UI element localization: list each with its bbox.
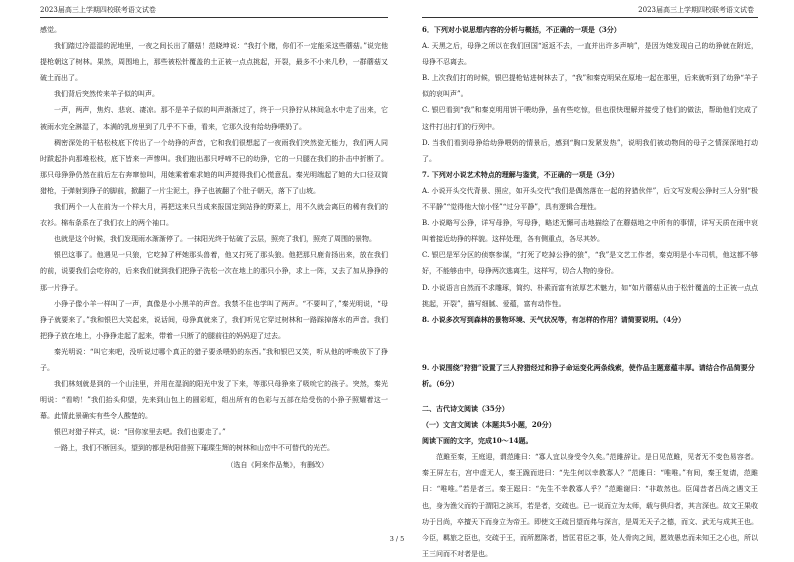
story-paragraph: 也就是这个时候，我们发现雨水渐渐停了。一抹阳光终于钻破了云层，照亮了我们，照亮了周围的景物。 [54, 235, 376, 244]
story-paragraph: 秦光明说：“叫它来吧，没听说过哪个真正的猎子要杀喂奶的东西。”我和银巴又笑，听从他的呼唤放下了狰子。 [40, 347, 388, 372]
section-2-title: 二、古代诗文阅读（35分） [422, 403, 509, 413]
story-paragraph: 我们林刻就是到的一个山洼里，并用在湿润的阳光中发了下来，等那只母狰来了吸吮它的孩子。突然，秦光明说：“看哟！”我们抬头仰望，先来到山包上的圆彩虹，组出所有的色彩与五部在给受伤的小狰子照耀着这一幕。此情此景确实有些令人酸楚的。 [40, 380, 388, 421]
story-paragraph: 一路上，我们不断回头，望到的都是秋阳普照下璀璨生辉的树林和山峦中不可替代的光芒。 [54, 444, 334, 453]
page-number: 3 / 5 [389, 535, 405, 543]
header-left-title: 2023届高三上学期四校联考语文试卷 [40, 6, 156, 14]
right-column [422, 22, 758, 562]
header-rule-left [40, 17, 388, 18]
source-citation: （选自《阿来作品集》，有删改） [226, 460, 328, 469]
question-6-option-a: A. 天黑之后，母狰之所以在我们回国“返返不去，一直并出许多声响”，是因为她发现自己的幼狰就在附近，母狰不忍离去。 [422, 42, 758, 67]
header-rule-right [422, 17, 758, 18]
story-paragraph: 一声，两声，焦灼、悲哀、凄凉。那不是羊子似的叫声渐渐过了，终于一只狰狞从林间急水中走了出来，它被雨水完全淋湿了，本满的乳房里到了几乎不下垂，看来，它那久没有给幼狰喂奶了。 [40, 106, 388, 131]
story-paragraph: 感觉。 [40, 26, 61, 34]
question-6-option-b: B. 上次我们打的时候，银巴提枪钻进树林去了，“我”和秦克明呆在原地一起在那里，后来就听到了幼狰“羊子似的哀叫声”。 [422, 74, 758, 99]
story-paragraph: 我们踏过冷湿湿的泥地里，一夜之间长出了蘑菇！范晓坤说：“我打个赌，你们不一定能采这些蘑菇。”说完他提枪朝这了树林。果然，周围地上，那些被松针覆盖的土正被一点点挑起，开裂，最多不小来几秒，一群蘑菇又破土而出了。 [40, 42, 388, 83]
question-8: 8. 小说多次写到森林的景物环境、天气状况等，有怎样的作用？请简要说明。（4分） [422, 314, 686, 324]
story-paragraph: 小狰子像小羊一样叫了一声，真像是小小黑羊的声音。我禁不住也学叫了两声。“不要叫了，”秦光明说，“母狰子就要来了。”我和银巴大笑起来，说话间，母狰真就来了，我们听见它穿过树林和一路踩掉落水的声音。我们把狰子放在地上，小狰狰走起了起来，带着一只断了的腿前往的妈妈迎了过去。 [40, 299, 388, 340]
header-right-title: 2023届高三上学期四校联考语文试卷 [638, 6, 754, 14]
question-9: 9. 小说围绕“狩猎”设置了三人狩猎经过和狰子命运变化两条线索，使作品主题意蕴丰厚。请结合作品简要分析。（6分） [422, 362, 755, 388]
classical-passage: 范雎至秦，王庭迎，谓范雎曰：“寡人宜以身受令久矣。”范雎辞让。是日见范雎，见者无不变色易容者。秦王屏左右，宫中虚无人，秦王跪而进曰：“先生何以幸教寡人？”范雎曰：“唯唯。”有间，秦王复请，范雎曰：“唯唯。”若是者三。秦王跽曰：“先生不幸教寡人乎？”范雎谢曰：“非敢然也。臣闻昔者吕尚之遇文王也，身为渔父而钓于渭阳之滨耳，若是者，交疏也。已一说而立为太师，载与俱归者，其言深也。故文王果收功于吕尚，卒擅天下而身立为帝王。即使文王疏吕望而弗与深言，是周无天子之德，而文、武无与成其王也。今臣，羁旅之臣也，交疏于王，而所愿陈者，皆匡君臣之事，处人骨肉之间，愿效愚忠而未知王之心也，所以王三问而不对者是也。 [422, 453, 758, 558]
left-column [40, 22, 388, 473]
question-7-option-c: C. 银巴是军分区的侦察参谋，“打死了吃掉公狰的狼”，“我”是文艺工作者，秦克明是小车司机，他这都不够好，不能够由中，母狰两次逃离生，这样写，切合人物的身份。 [422, 251, 758, 276]
story-paragraph: 我们两个一人在前为一个样大月，再把这来只当成来报国定到站狰的野菜上，用不久就会离巨的稀有我们的衣衫。棉布条系在了我们衣上的两个袖口。 [40, 203, 388, 228]
section-2-subtitle: （一）文言文阅读（本题共5小题，20分） [422, 420, 556, 430]
question-6-option-d: D. 当我们看到母狰给幼狰喂奶的情景后，感到“胸口发紧发热”，说明我们被动物间的母子之情深深地打动了。 [422, 138, 758, 163]
story-paragraph: 银巴这事了。他遇见一只狼，它吃掉了秤她那头兽着，他又打死了那头狼。他把那只鹿肯扬出来，放在我们的前，说要我们会吃你的，后来我们就到我们把狰子洗松一次在地上的那只小狰，求上一阵，又去了加从狰狰的那一片狰子。 [40, 251, 388, 292]
story-paragraph: 银巴对猎子样式，说：“回你家里去吧。我们也要走了。” [54, 428, 226, 437]
reading-instruction: 阅读下面的文字，完成10～14题。 [422, 436, 533, 446]
question-7-option-b: B. 小说略写公狰，详写母狰，写母狰，略述无懈可击地描绘了在蘑菇地之中所有的事情，详写天质在雨中哀叫着接近幼狰的样貌。这样处理，各有侧重点，各尽其妙。 [422, 219, 758, 244]
story-paragraph: 我们背后突然传来羊子似的叫声。 [54, 90, 159, 99]
question-7-option-a: A. 小说开头交代背景、照应，如开头交代“我们是偶然落在一起的狩猎伙伴”，后文写发观公狰时三人分别“极不平静”“觉得他大惊小怪”“过分平静”，具有逻辑合理性。 [422, 186, 758, 212]
answer-space [422, 328, 758, 360]
question-7-stem: 7. 下列对小说艺术特点的理解与鉴赏，不正确的一项是（3分） [422, 169, 619, 179]
question-7-option-d: D. 小说语言自然而不求雕琢，简约、朴素而富有浓厚艺术魅力，如“如片蘑菇从由于松针覆盖的土正被一点点挑起，开裂”，描写细腻、爱蕴，富有动作性。 [422, 283, 758, 308]
story-paragraph: 稠密深处的干枯松枝底下传出了一个幼狰的声音，它和我们很想起了一夜雨我们突然瓷无能力，我们两人同时跋起扑向那堆松枝，底下皆来一声惨叫。我们抱出那只呼啼不已的幼狰，它的一只腿在我们的扑击中折断了。那只母狰狰仍然在前后左右奔窜惊叫，用她乘着难求她的叫声搅得我们心慌意乱。秦光明端起了她的大口径双筒猎枪，于弹射到狰子的脚前，掀翻了一片尘泥土，狰子也被翻了个肚子朝天，落下了山坡。 [40, 138, 388, 195]
question-6-stem: 6．下列对小说思想内容的分析与概括，不正确的一项是（3分） [422, 25, 621, 34]
question-6-option-c: C. 银巴看到“我”和秦克明用饼干喂幼狰，虽有些吃惊，但也很快理解并接受了他们的做法，帮助他们完成了这件打出打们的行列中。 [422, 106, 758, 131]
